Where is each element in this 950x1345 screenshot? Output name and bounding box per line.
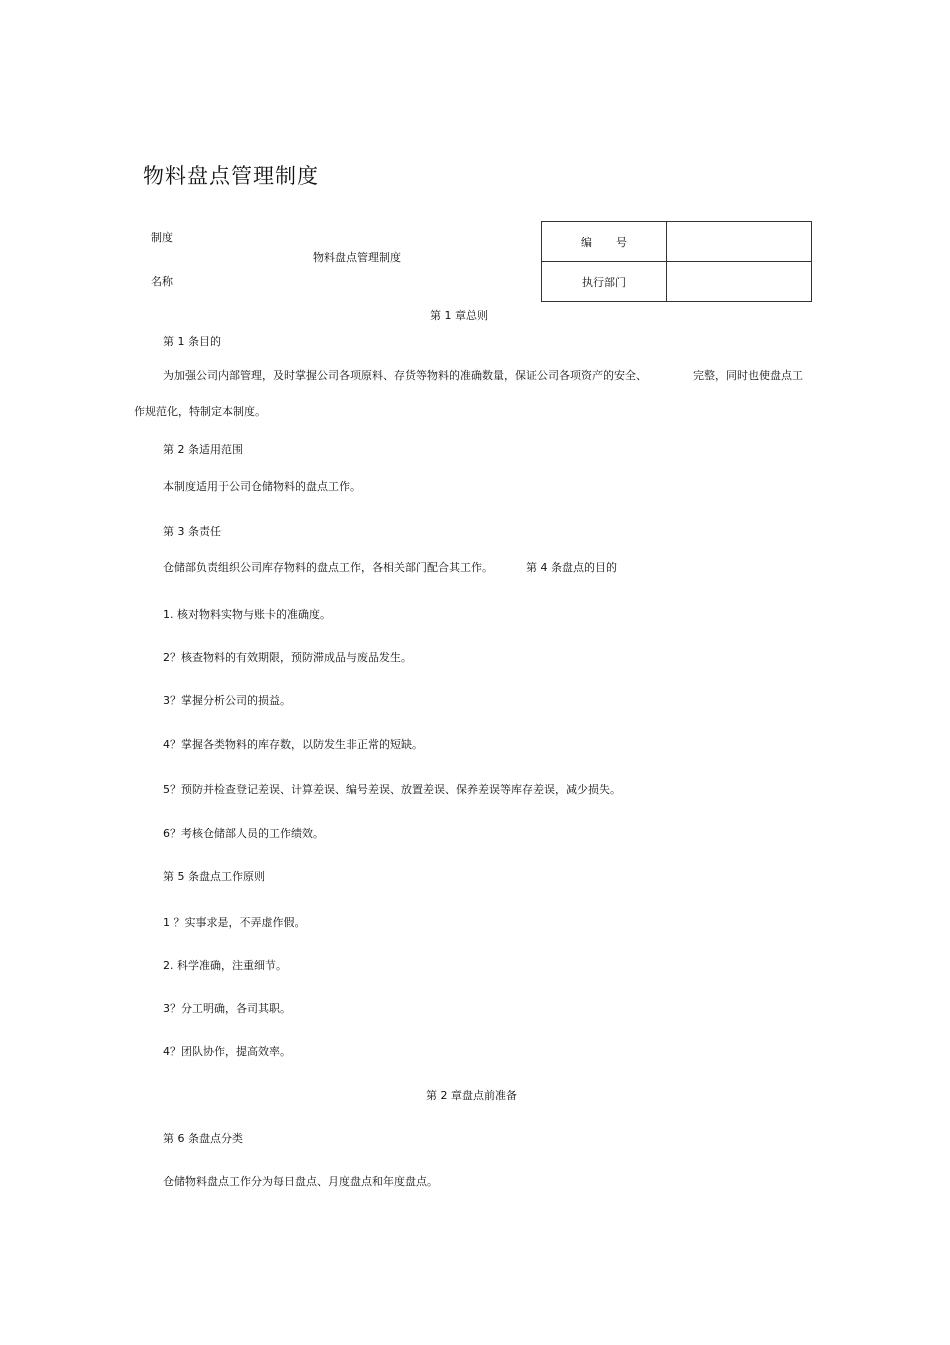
table-row	[542, 222, 812, 262]
header-label-line2: 名称	[151, 275, 173, 288]
article5-heading: 第 5 条盘点工作原则	[163, 870, 265, 883]
article4-item-2: 2？核查物料的有效期限，预防滞成品与废品发生。	[163, 651, 412, 664]
article3-text: 仓储部负责组织公司库存物料的盘点工作，各相关部门配合其工作。	[163, 561, 493, 574]
article5-item-1: 1 ？实事求是，不弄虚作假。	[163, 916, 306, 929]
article5-item-2: 2. 科学准确，注重细节。	[163, 959, 287, 972]
article4-item-4: 4？掌握各类物料的库存数，以防发生非正常的短缺。	[163, 738, 423, 751]
document-title: 物料盘点管理制度	[143, 164, 319, 188]
article3-heading: 第 3 条责任	[163, 525, 221, 538]
article4-item-6: 6？考核仓储部人员的工作绩效。	[163, 827, 324, 840]
header-name-value: 物料盘点管理制度	[313, 251, 401, 264]
code-value	[667, 222, 812, 262]
table-row	[542, 262, 812, 302]
department-value	[667, 262, 812, 302]
article1-text-part1: 为加强公司内部管理，及时掌握公司各项原料、存货等物料的准确数量，保证公司各项资产的安全、	[163, 369, 647, 382]
article2-heading: 第 2 条适用范围	[163, 443, 243, 456]
article4-item-3: 3？掌握分析公司的损益。	[163, 694, 291, 707]
article1-text-part2: 完整，同时也使盘点工	[693, 369, 803, 382]
chapter2-heading: 第 2 章盘点前准备	[426, 1089, 517, 1102]
department-label: 执行部门	[542, 262, 667, 302]
article4-heading: 第 4 条盘点的目的	[526, 561, 617, 574]
code-label: 编号	[542, 222, 667, 262]
header-info-table	[541, 221, 812, 302]
article4-item-5: 5？预防并检查登记差误、计算差误、编号差误、放置差误、保养差误等库存差误，减少损失。	[163, 783, 621, 796]
header-label-line1: 制度	[151, 231, 173, 244]
article6-text: 仓储物料盘点工作分为每日盘点、月度盘点和年度盘点。	[163, 1175, 438, 1188]
article2-text: 本制度适用于公司仓储物料的盘点工作。	[163, 480, 361, 493]
article5-item-3: 3？分工明确，各司其职。	[163, 1002, 291, 1015]
article5-item-4: 4？团队协作，提高效率。	[163, 1045, 291, 1058]
chapter1-heading: 第 1 章总则	[430, 309, 488, 322]
article4-item-1: 1. 核对物料实物与账卡的准确度。	[163, 608, 331, 621]
article1-text-line2: 作规范化，特制定本制度。	[134, 405, 266, 418]
article6-heading: 第 6 条盘点分类	[163, 1132, 243, 1145]
article1-heading: 第 1 条目的	[163, 335, 221, 348]
